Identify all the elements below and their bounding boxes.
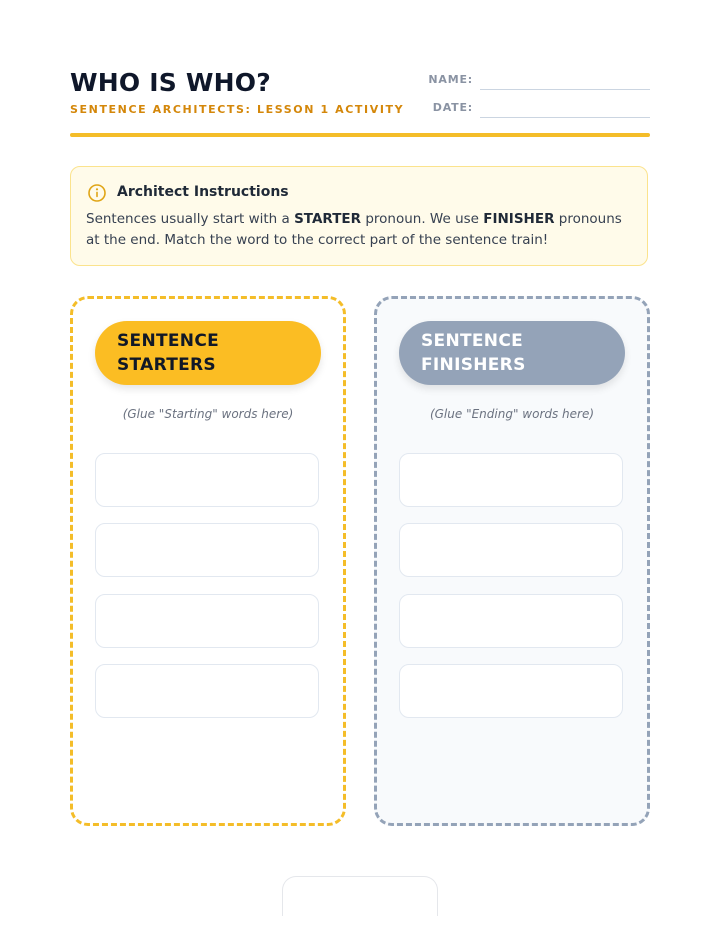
page-title: WHO IS WHO? [70, 68, 271, 97]
instructions-text: Sentences usually start with a STARTER pronoun. We use FINISHER pronouns at the end. Match the word to the correct part of the sentence train! [86, 211, 622, 248]
finisher-slot[interactable] [399, 453, 623, 507]
date-label: DATE: [432, 101, 473, 114]
starters-hint: (Glue "Starting" words here) [122, 407, 294, 421]
date-field-line[interactable] [480, 117, 650, 118]
finisher-slot[interactable] [399, 594, 623, 648]
finisher-emphasis: FINISHER [483, 211, 555, 227]
starter-emphasis: STARTER [294, 211, 362, 227]
finishers-column [374, 296, 650, 826]
finishers-heading: SENTENCE FINISHERS [421, 331, 526, 375]
starter-slot[interactable] [95, 594, 319, 648]
starter-slot[interactable] [95, 453, 319, 507]
finishers-header-pill [399, 321, 625, 385]
finisher-slot[interactable] [399, 523, 623, 577]
starters-heading: SENTENCE STARTERS [117, 331, 220, 375]
instructions-title: Architect Instructions [117, 184, 289, 200]
starter-slot[interactable] [95, 664, 319, 718]
starters-header-pill [95, 321, 321, 385]
name-label: NAME: [428, 73, 473, 86]
footer-tab [282, 876, 438, 916]
instructions-box [70, 166, 648, 266]
page-subtitle: SENTENCE ARCHITECTS: LESSON 1 ACTIVITY [70, 103, 405, 116]
header-divider [70, 133, 650, 137]
finisher-slot[interactable] [399, 664, 623, 718]
finishers-hint: (Glue "Ending" words here) [429, 407, 595, 421]
starters-column [70, 296, 346, 826]
starter-slot[interactable] [95, 523, 319, 577]
info-icon [87, 183, 107, 203]
name-field-line[interactable] [480, 89, 650, 90]
